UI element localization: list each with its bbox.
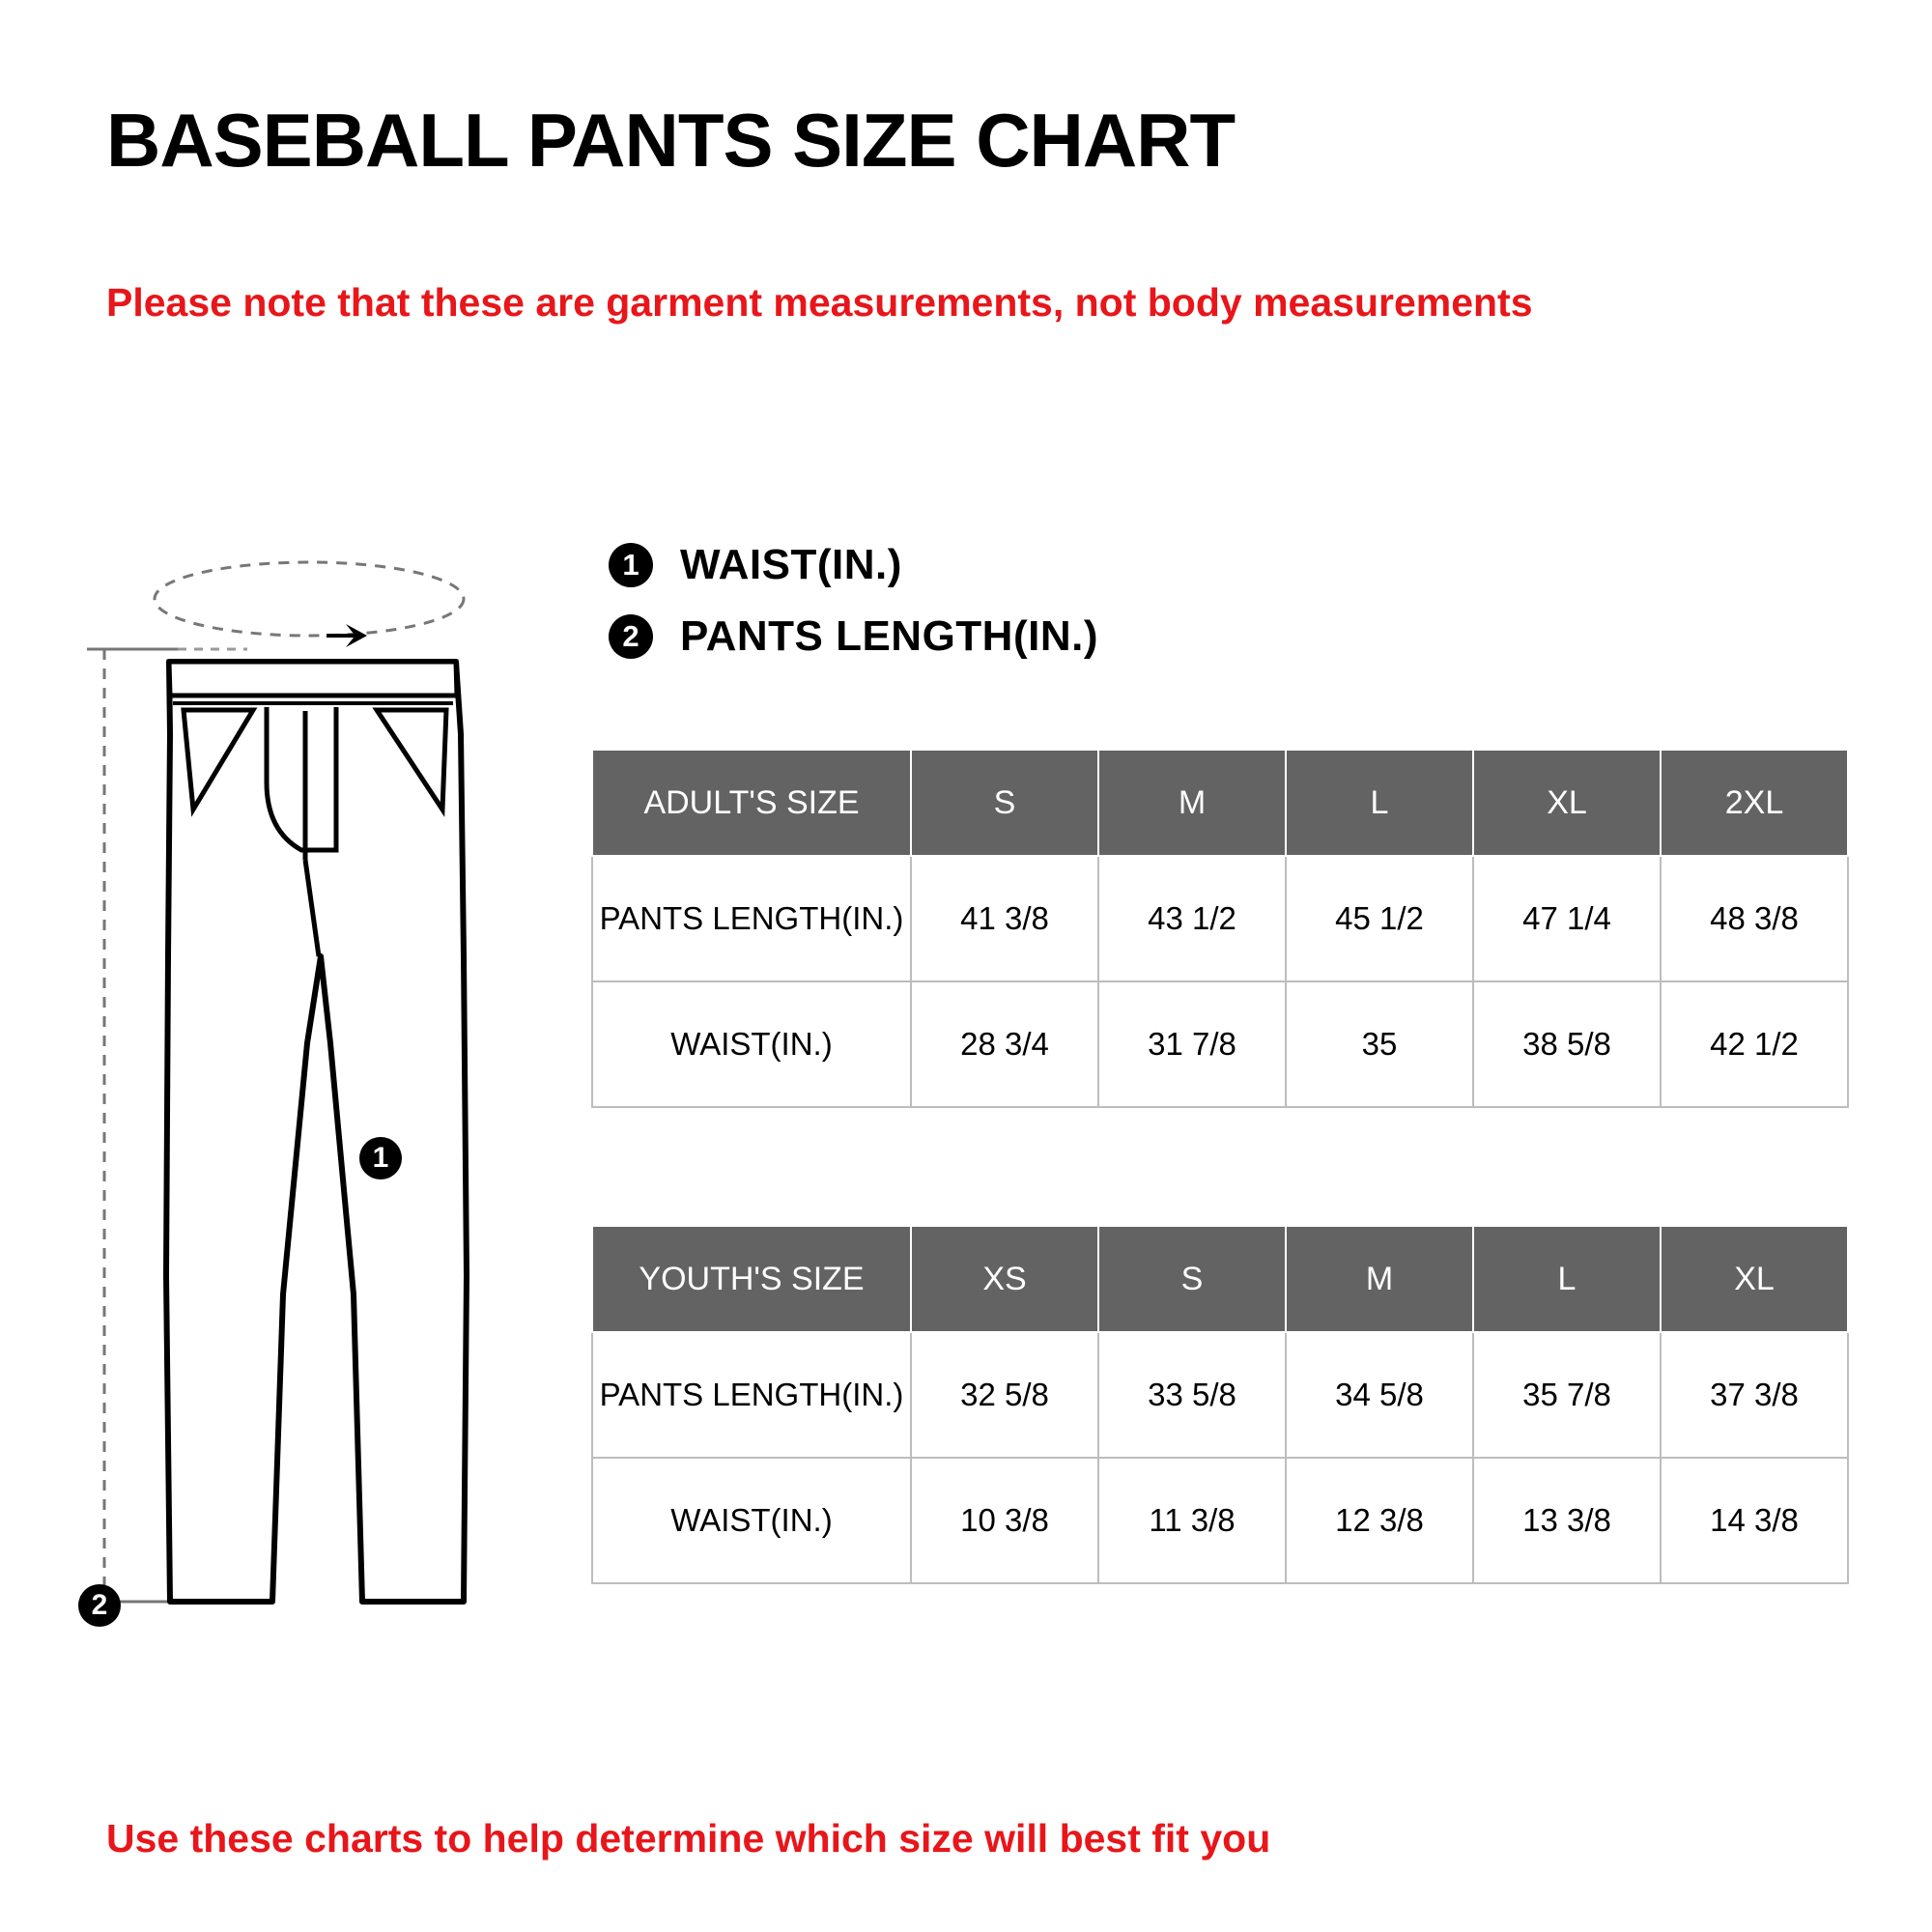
adults-length-xl: 47 1/4	[1473, 856, 1661, 981]
table-row	[592, 981, 1848, 1107]
youths-size-table	[591, 1225, 1849, 1584]
adults-waist-s: 28 3/4	[911, 981, 1098, 1107]
badge-one-icon: 1	[609, 543, 653, 587]
adults-size-header: ADULT'S SIZE	[592, 750, 911, 856]
adults-length-2xl: 48 3/8	[1661, 856, 1848, 981]
youths-waist-l: 13 3/8	[1473, 1458, 1661, 1583]
pants-diagram	[77, 541, 580, 1642]
legend-item-waist	[609, 541, 1098, 589]
diagram-badge-length: 2	[78, 1584, 121, 1627]
waist-arrow-icon	[327, 624, 367, 647]
youths-length-m: 34 5/8	[1286, 1332, 1473, 1458]
table-header-row	[592, 750, 1848, 856]
youths-col-s: S	[1098, 1226, 1286, 1332]
adults-waist-xl: 38 5/8	[1473, 981, 1661, 1107]
youths-col-m: M	[1286, 1226, 1473, 1332]
legend-label-waist: WAIST(IN.)	[680, 541, 902, 588]
adults-waist-m: 31 7/8	[1098, 981, 1286, 1107]
table-row	[592, 856, 1848, 981]
adults-waist-2xl: 42 1/2	[1661, 981, 1848, 1107]
youths-length-xs: 32 5/8	[911, 1332, 1098, 1458]
adults-length-s: 41 3/8	[911, 856, 1098, 981]
adults-waist-l: 35	[1286, 981, 1473, 1107]
youths-col-l: L	[1473, 1226, 1661, 1332]
table-row	[592, 1332, 1848, 1458]
adults-col-2xl: 2XL	[1661, 750, 1848, 856]
youths-length-xl: 37 3/8	[1661, 1332, 1848, 1458]
pants-waistband	[169, 662, 457, 696]
diagram-badge-waist: 1	[359, 1137, 402, 1179]
adults-length-l: 45 1/2	[1286, 856, 1473, 981]
pants-illustration-svg	[77, 541, 580, 1642]
adults-row-label-pants-length: PANTS LENGTH(IN.)	[592, 856, 911, 981]
youths-row-label-pants-length: PANTS LENGTH(IN.)	[592, 1332, 911, 1458]
legend-label-pants-length: PANTS LENGTH(IN.)	[680, 612, 1098, 660]
youths-length-l: 35 7/8	[1473, 1332, 1661, 1458]
adults-col-l: L	[1286, 750, 1473, 856]
youths-row-label-waist: WAIST(IN.)	[592, 1458, 911, 1583]
youths-waist-xs: 10 3/8	[911, 1458, 1098, 1583]
youths-waist-s: 11 3/8	[1098, 1458, 1286, 1583]
adults-col-s: S	[911, 750, 1098, 856]
youths-length-s: 33 5/8	[1098, 1332, 1286, 1458]
adults-col-xl: XL	[1473, 750, 1661, 856]
youths-size-header: YOUTH'S SIZE	[592, 1226, 911, 1332]
adults-row-label-waist: WAIST(IN.)	[592, 981, 911, 1107]
adults-length-m: 43 1/2	[1098, 856, 1286, 981]
legend-item-pants-length	[609, 612, 1098, 661]
page-title: BASEBALL PANTS SIZE CHART	[106, 98, 1236, 183]
table-row	[592, 1458, 1848, 1583]
adults-col-m: M	[1098, 750, 1286, 856]
measurement-legend	[609, 541, 1098, 684]
youths-waist-xl: 14 3/8	[1661, 1458, 1848, 1583]
youths-col-xs: XS	[911, 1226, 1098, 1332]
youths-waist-m: 12 3/8	[1286, 1458, 1473, 1583]
youths-col-xl: XL	[1661, 1226, 1848, 1332]
garment-measurement-note: Please note that these are garment measurements, not body measurements	[106, 280, 1533, 325]
footer-note: Use these charts to help determine which size will best fit you	[106, 1816, 1271, 1861]
waist-measure-ellipse	[155, 562, 464, 636]
badge-two-icon: 2	[609, 614, 653, 659]
pants-outline	[166, 662, 467, 1602]
adults-size-table	[591, 749, 1849, 1108]
table-header-row	[592, 1226, 1848, 1332]
